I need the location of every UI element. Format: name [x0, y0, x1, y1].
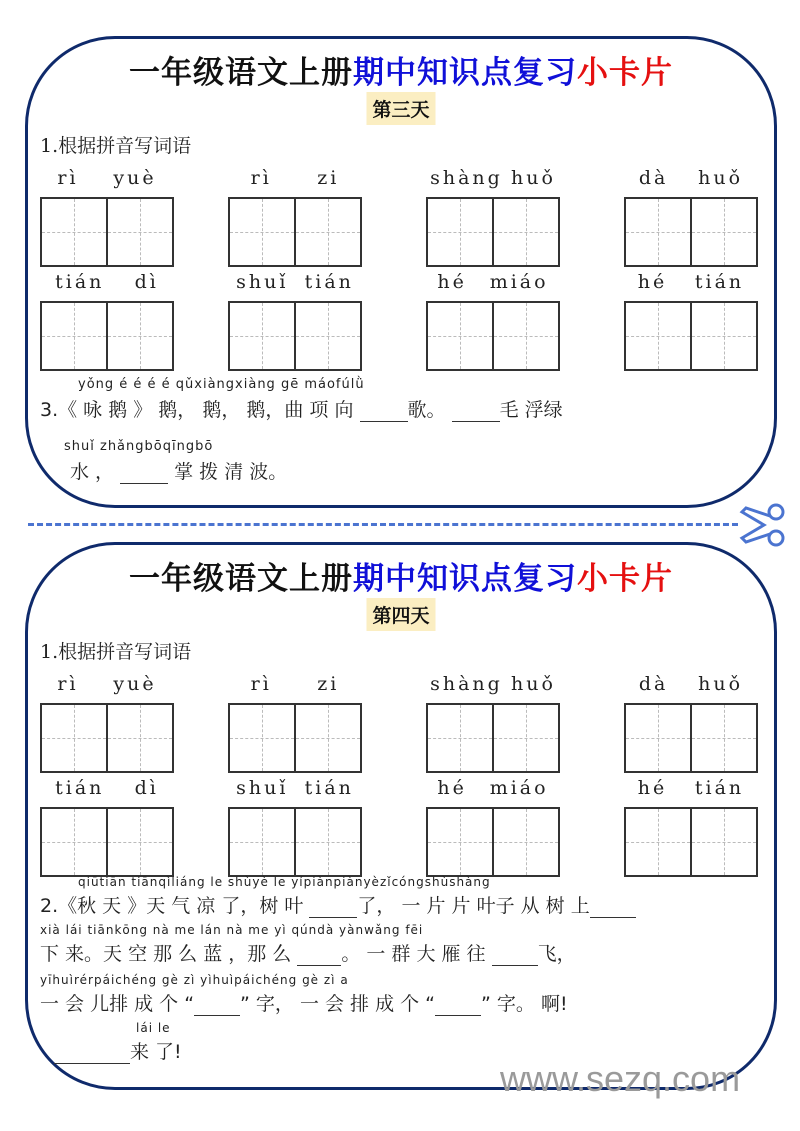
word-box[interactable] [624, 167, 758, 267]
writing-cell[interactable] [230, 303, 294, 369]
writing-cell[interactable] [690, 303, 756, 369]
pinyin: tián [55, 271, 105, 293]
pinyin: hé [637, 777, 668, 799]
writing-cell[interactable] [428, 705, 492, 771]
pinyin: huǒ [510, 673, 556, 695]
q2-text-line-4 [54, 1037, 182, 1064]
question-1-heading: 1.根据拼音写词语 [40, 641, 192, 663]
word-box[interactable] [40, 777, 174, 877]
fill-blank[interactable] [120, 465, 168, 484]
q2-text-line-3 [40, 989, 568, 1016]
passage-text: 了， 一 片 片 叶子 从 树 上 [357, 895, 590, 917]
pinyin: zi [317, 673, 340, 695]
word-box[interactable] [228, 167, 362, 267]
fill-blank[interactable] [309, 899, 357, 918]
word-box[interactable] [228, 271, 362, 371]
word-box[interactable] [426, 271, 560, 371]
writing-cell[interactable] [428, 199, 492, 265]
pinyin: tián [304, 777, 354, 799]
writing-cell[interactable] [690, 809, 756, 875]
writing-cell[interactable] [42, 809, 106, 875]
pinyin: huǒ [510, 167, 556, 189]
q3-pinyin-line-1: yǒng é é é é qǔxiàngxiàng gē máofúlǜ [78, 377, 365, 392]
fill-blank[interactable] [194, 997, 240, 1016]
pinyin: hé [437, 777, 467, 799]
poem-text: 掌 拨 清 波。 [174, 461, 288, 483]
word-box[interactable] [426, 167, 560, 267]
pinyin: shuǐ [236, 271, 289, 293]
passage-text: ” 字， 一 会 排 成 个 “ [240, 993, 436, 1015]
word-box[interactable] [624, 777, 758, 877]
writing-cell[interactable] [106, 303, 172, 369]
card-day-3 [25, 36, 777, 508]
writing-cell[interactable] [626, 705, 690, 771]
passage-text: 来 了! [130, 1041, 182, 1063]
pinyin: zi [317, 167, 340, 189]
title-part-red: 小卡片 [577, 561, 673, 597]
word-box[interactable] [228, 777, 362, 877]
writing-cell[interactable] [294, 705, 360, 771]
fill-blank[interactable] [492, 947, 538, 966]
writing-cell[interactable] [42, 303, 106, 369]
writing-cell[interactable] [690, 199, 756, 265]
pinyin: hé [437, 271, 467, 293]
q2-text-line-2 [40, 939, 576, 966]
word-box[interactable] [624, 271, 758, 371]
pinyin: rì [250, 673, 272, 695]
card-title [28, 553, 774, 598]
fill-blank[interactable] [452, 403, 500, 422]
pinyin: miáo [489, 777, 549, 799]
pinyin: dì [134, 777, 159, 799]
pinyin: tián [694, 777, 745, 799]
writing-cell[interactable] [492, 199, 558, 265]
pinyin: dà [638, 167, 669, 189]
q3-text-line-1 [40, 395, 563, 422]
pinyin: tián [55, 777, 105, 799]
pinyin: tián [304, 271, 354, 293]
pinyin: rì [57, 673, 79, 695]
question-1-heading: 1.根据拼音写词语 [40, 135, 192, 157]
title-part-black: 一年级语文上册 [129, 55, 353, 91]
pinyin: miáo [489, 271, 549, 293]
title-part-black: 一年级语文上册 [129, 561, 353, 597]
pinyin: dà [638, 673, 669, 695]
writing-cell[interactable] [42, 705, 106, 771]
pinyin: rì [57, 167, 79, 189]
writing-cell[interactable] [428, 809, 492, 875]
writing-cell[interactable] [690, 705, 756, 771]
pinyin: shàng [430, 167, 503, 189]
writing-cell[interactable] [626, 199, 690, 265]
pinyin: hé [637, 271, 668, 293]
poem-text: 水 ， [70, 461, 115, 483]
q2-pinyin-line-2: xià lái tiānkōng nà me lán nà me yì qúndà yànwǎng fēi [40, 923, 424, 937]
passage-text: 飞， [537, 943, 576, 965]
fill-blank[interactable] [54, 1045, 130, 1064]
writing-cell[interactable] [42, 199, 106, 265]
pinyin: dì [134, 271, 159, 293]
writing-cell[interactable] [230, 809, 294, 875]
writing-cell[interactable] [294, 199, 360, 265]
writing-cell[interactable] [106, 199, 172, 265]
q3-pinyin-line-2: shuǐ zhǎngbōqīngbō [64, 439, 214, 454]
word-box[interactable] [40, 167, 174, 267]
poem-text: 毛 浮绿 [499, 399, 563, 421]
pinyin: yuè [113, 167, 157, 189]
word-box[interactable] [426, 777, 560, 877]
pinyin: yuè [113, 673, 157, 695]
writing-cell[interactable] [492, 705, 558, 771]
card-title [28, 47, 774, 92]
q2-pinyin-line-1: qiūtiān tiānqìliáng le shùyè le yípiànpiànyèzǐcóngshùshàng [78, 875, 491, 889]
writing-cell[interactable] [294, 809, 360, 875]
title-part-red: 小卡片 [577, 55, 673, 91]
writing-cell[interactable] [294, 303, 360, 369]
watermark: www.sezq.com [500, 1058, 741, 1099]
cut-line [28, 523, 738, 526]
writing-cell[interactable] [106, 705, 172, 771]
writing-cell[interactable] [428, 303, 492, 369]
writing-cell[interactable] [230, 705, 294, 771]
passage-text: 下 来。天 空 那 么 蓝 ，那 么 [40, 943, 292, 965]
writing-cell[interactable] [492, 303, 558, 369]
day-label: 第三天 [366, 92, 435, 125]
pinyin: rì [250, 167, 272, 189]
fill-blank[interactable] [590, 899, 636, 918]
q2-pinyin-line-3: yīhuìrérpáichéng gè zì yìhuìpáichéng gè zì a [40, 973, 349, 987]
writing-cell[interactable] [492, 809, 558, 875]
passage-text: 一 会 儿排 成 个 “ [40, 993, 195, 1015]
word-box[interactable] [624, 673, 758, 773]
poem-text: 歌。 [407, 399, 446, 421]
fill-blank[interactable] [435, 997, 481, 1016]
poem-text: 3.《 咏 鹅 》 鹅， 鹅， 鹅，曲 项 向 [40, 399, 354, 421]
writing-cell[interactable] [230, 199, 294, 265]
pinyin: shàng [430, 673, 503, 695]
writing-cell[interactable] [626, 303, 690, 369]
pinyin: huǒ [698, 673, 744, 695]
scissors-icon [738, 502, 788, 548]
fill-blank[interactable] [297, 947, 341, 966]
q2-pinyin-line-4: lái le [136, 1021, 171, 1035]
passage-text: 2.《秋 天 》天 气 凉 了，树 叶 [40, 895, 304, 917]
pinyin: tián [694, 271, 745, 293]
pinyin: shuǐ [236, 777, 289, 799]
title-part-blue: 期中知识点复习 [353, 55, 577, 91]
title-part-blue: 期中知识点复习 [353, 561, 577, 597]
word-box[interactable] [228, 673, 362, 773]
pinyin: huǒ [698, 167, 744, 189]
writing-cell[interactable] [106, 809, 172, 875]
passage-text: 。 一 群 大 雁 往 [341, 943, 486, 965]
card-day-4 [25, 542, 777, 1090]
word-box[interactable] [40, 271, 174, 371]
passage-text: ” 字。 啊! [481, 993, 568, 1015]
day-label: 第四天 [366, 598, 435, 631]
fill-blank[interactable] [360, 403, 408, 422]
word-box[interactable] [40, 673, 174, 773]
word-box[interactable] [426, 673, 560, 773]
writing-cell[interactable] [626, 809, 690, 875]
q3-text-line-2 [70, 457, 287, 484]
q2-text-line-1 [40, 891, 636, 918]
